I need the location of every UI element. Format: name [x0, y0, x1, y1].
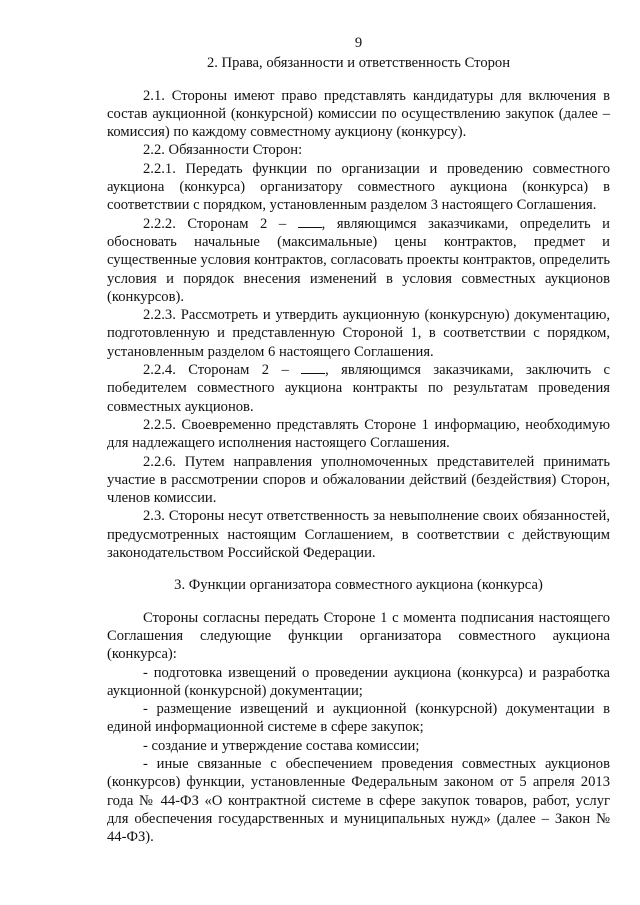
clause-2-2-5: 2.2.5. Своевременно представлять Стороне 1 информацию, необходимую для надлежащего исполнения настоящего Соглашения. — [107, 416, 610, 452]
clause-2-2-6: 2.2.6. Путем направления уполномоченных представителей принимать участие в рассмотрении споров и обжаловании действий (бездействия) Сторон, членов комиссии. — [107, 453, 610, 507]
section-2-title: 2. Права, обязанности и ответственность Сторон — [206, 55, 511, 72]
section-3-title: 3. Функции организатора совместного аукциона (конкурса) — [174, 577, 543, 594]
clause-2-2: 2.2. Обязанности Сторон: — [143, 142, 303, 159]
clause-2-2-2-end: , являющимся заказчиками, определить и обосновать начальные (максимальные) цены контрактов, предмет и существенные условия контрактов, согласовать проекты контрактов, определить условия и порядок внесения изменений в условия совместных аукционов (конкурсов). — [107, 215, 610, 305]
clause-2-2-2 — [107, 215, 610, 306]
function-item-3: - создание и утверждение состава комиссии; — [143, 737, 420, 754]
clause-2-3: 2.3. Стороны несут ответственность за невыполнение своих обязанностей, предусмотренных настоящим Соглашением, в соответствии с действующим законодательством Российской Федерации. — [107, 508, 610, 562]
clause-2-2-2-start: 2.2.2. Сторонам 2 – — [143, 215, 298, 232]
function-item-4: - иные связанные с обеспечением проведения совместных аукционов (конкурсов) функции, установленные Федеральным законом от 5 апреля 2013 года № 44-ФЗ «О контрактной системе в сфере закупок товаров, работ, услуг для обеспечения государственных и муниципальных нужд» (далее – Закон № 44-ФЗ). — [107, 755, 610, 846]
function-item-1: - подготовка извещений о проведении аукциона (конкурса) и разработка аукционной (конкурсной) документации; — [107, 664, 610, 699]
page-number: 9 — [354, 35, 363, 51]
clause-2-2-4-end: , являющимся заказчиками, заключить с победителем совместного аукциона контракты по результатам проведения совместных аукционов. — [107, 362, 610, 415]
section-3-intro: Стороны согласны передать Стороне 1 с момента подписания настоящего Соглашения следующие функции организатора совместного аукциона (конкурса): — [107, 609, 610, 663]
blank-line — [298, 215, 322, 228]
clause-2-1: 2.1. Стороны имеют право представлять кандидатуры для включения в состав аукционной (конкурсной) комиссии по осуществлению закупок (далее – комиссия) по каждому совместному аукциону (конкурсу). — [107, 87, 610, 141]
clause-2-2-1: 2.2.1. Передать функции по организации и проведению совместного аукциона (конкурса) организатору совместного аукциона (конкурса) в соответствии с порядком, установленным разделом 3 настоящего Соглашения. — [107, 160, 610, 214]
function-item-2: - размещение извещений и аукционной (конкурсной) документации в единой информационной системе в сфере закупок; — [107, 701, 610, 736]
clause-2-2-4-start: 2.2.4. Сторонам 2 – — [143, 362, 302, 379]
clause-2-2-3: 2.2.3. Рассмотреть и утвердить аукционную (конкурсную) документацию, подготовленную и представленную Стороной 1, в соответствии с порядком, установленным разделом 6 настоящего Соглашения. — [107, 307, 610, 360]
blank-line — [301, 361, 325, 374]
clause-2-2-4 — [107, 361, 610, 416]
